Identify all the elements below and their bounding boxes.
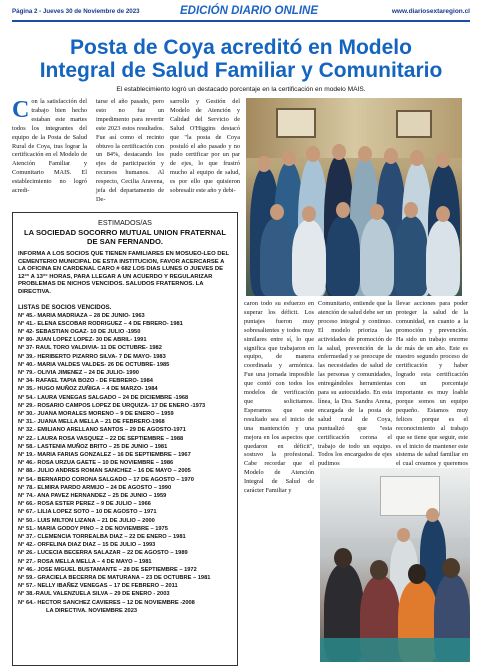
list-item: N° 46.- ROSA URZUA GAETE – 10 DE NOVIEMBRE – 1986	[18, 460, 174, 467]
list-item: N° 42- SEBASTIAN OGAZ- 10 DE JULIO -1950	[18, 328, 141, 335]
article-headline	[12, 36, 470, 82]
article-column-2: tarse el año pasado, pero esto no fue un impedimento para revertir este 2023 estos resultados. Fue así como el recinto obtuvo la certificación con un 84%, destacando los ejes de participación y recursos humanos. Al respecto, Cecilia Aravena, jefa del departamento de De-	[96, 98, 164, 203]
list-item: N° 39.- HERIBERTO PIZARRO SILVA- 7 DE MAYO- 1983	[18, 353, 166, 360]
list-item: N° 32.- EMILIANO ARELLANO SANTOS – 29 DE AGOSTO-1971	[18, 427, 186, 434]
list-item: N° 27.- ROSA MELLA MELLA – 4 DE MAYO – 1981	[18, 558, 152, 565]
article-column-6: llevar acciones para poder proteger la salud de la comunidad, en cuanto a la promoción y prevención. Ha sido un trabajo enorme de más de un año. Este es nuestro segundo proceso de certificación y haber logrado esta certificación con un porcentaje importante es muy loable porque somos un equipo pequeño. Estamos muy felices porque es el reconocimiento al trabajo que se tiene que seguir, este es el inicio de mantener este sistema de salud familiar en el cual creamos y queremos	[396, 300, 468, 468]
page-header	[12, 4, 470, 22]
list-item: N° 34- RAFAEL TAPIA BOZO - DE FEBRERO- 1984	[18, 378, 153, 385]
edition-label: EDICIÓN DIARIO ONLINE	[180, 5, 319, 17]
list-item: N° 35.- HUGO MUÑOZ ZUÑIGA – 4 DE MARZO- 1984	[18, 386, 158, 393]
list-item: N° 66.- ROSA ESTER PEREZ – 9 DE JULIO – 1966	[18, 501, 151, 508]
list-item: N° 29.- ROSARIO CAMPOS LOPEZ DE URQUIZA- 17 DE ENERO -1973	[18, 402, 206, 409]
list-item: N° 78.- ELMIRA PARDO ARMIJO – 24 DE AGOSTO – 1990	[18, 484, 172, 491]
article-subheadline: El establecimiento logró un destacado porcentaje en la certificación en modelo MAIS.	[116, 86, 366, 93]
notice-title: ESTIMADOS/AS	[98, 218, 152, 227]
list-item: N° 26.- LUCECIA BECERRA SALAZAR – 22 DE AGOSTO – 1989	[18, 550, 188, 557]
page-number-date: Página 2 - Jueves 30 de Noviembre de 2023	[12, 8, 140, 15]
article-column-1	[12, 98, 87, 212]
list-item: N° 67.- LILIA LOPEZ SOTO – 10 DE AGOSTO – 1971	[18, 509, 157, 516]
list-item: N° 37- RAUL TORO VALDIVIA- 11 DE OCTUBRE- 1982	[18, 345, 162, 352]
notice-body: INFORMA A LOS SOCIOS QUE TIENEN FAMILIARES EN MOSUEO-LEO DEL CEMENTERIO MUNICIPAL DE ESTA INSTITUCION, FAVOR ACERCARSE A LA OFICINA EN CARDENAL CARO # 682 LOS DIAS LUNES O JUEVES DE 12°° A 13°° HORAS, PARA LLEGAR A UN ACUERDO Y REGULARIZAR PROBLEMAS DE NICHOS VENCIDOS. SALUDOS FRATERNOS. LA DIRECTIVA.	[18, 251, 229, 295]
list-item: N° 79.- OLIVIA JIMENEZ – 24 DE JULIO- 1990	[18, 369, 139, 376]
list-item: N° 37.- CLEMENCIA TORREALBA DIAZ – 22 DE ENERO – 1981	[18, 534, 186, 541]
list-item: N° 54.- LAURA VENEGAS SALGADO – 24 DE DICIEMBRE -1968	[18, 394, 189, 401]
article-column-7	[244, 468, 314, 664]
list-item: N° 80- JUAN LOPEZ LOPEZ- 30 DE ABRIL- 1991	[18, 337, 147, 344]
list-item: N° 30.- JUANA MORALES MORENO – 9 DE ENERO – 1959	[18, 411, 174, 417]
list-item: N° 59.- GRACIELA BECERRA DE MATURANA – 23 DE OCTUBRE – 1981	[18, 575, 211, 582]
list-item: N° 50.- LUIS MILTON LIZANA – 21 DE JULIO – 2000	[18, 517, 155, 524]
notice-signature: LA DIRECTIVA. NOVIEMBRE 2023	[46, 607, 138, 614]
article-column-3: sarrollo y Gestión del Modelo de Atención y Calidad del Servicio de Salud O'Higgins destacó que "la posta de Coya postuló el año pasado y no pudo certificar por un par de ejes, lo que frustró mucho al equipo de salud, es por ello que quisieron sobresalir este año y debi-	[170, 98, 240, 195]
article-column-4: caron todo su esfuerzo en superar los déficit. Los puntajes fueron muy sobresalientes y todos muy similares entre sí, lo que significa que trabajaron en equipo, de manera coordinada y armónica. Fue una jornada imposible que contó con todos los modelos de verificación que solicitamos. Esperamos que este resultado sea el inicio de una mantención y una mejora en los aspectos que quedaron en déficit", sostuvo la profesional. Cabe recordar que el Modelo de Atención Integral de Salud de carácter Familiar y	[244, 300, 314, 495]
article-column-5: Comunitario, entiende que la atención de salud debe ser un proceso integral y continuo. El modelo prioriza las actividades de promoción de la salud, prevención de la enfermedad y se preocupe de las necesidades de salud de las personas y comunidades, entregándoles herramientas para su autocuidado. En esta línea, la Dra. Sandra Arena, encargada de la posta de salud rural de Coya, puntualizó que "esta certificación corona el trabajo de todo un equipo. Todos los encargados de ejes pudimos	[318, 300, 392, 468]
list-item: N° 58.- LASTENIA MUÑOZ BRITO – 25 DE JUNIO – 1981	[18, 443, 168, 450]
list-item: N° 46.- JOSE MIGUEL BUSTAMANTE – 28 DE SEPTIEMBRE – 1972	[18, 566, 197, 573]
expired-members-list	[18, 312, 232, 607]
drop-cap: C	[12, 97, 30, 123]
headline-line-2: Integral de Salud Familiar y Comunitario	[39, 59, 443, 82]
list-item: N° 51.- MARIA GODOY PINO – 2 DE NOVIEMBRE – 1975	[18, 525, 168, 532]
list-item: N° 45.- MARIA MADRIAZA – 28 DE JUNIO- 1963	[18, 312, 145, 319]
list-item: N° 40.- MARIA VALDES VALDES- 26 DE OCTUBRE- 1985	[18, 361, 170, 368]
notice-society-name: LA SOCIEDAD SOCORRO MUTUAL UNION FRATERNAL DE SAN FERNANDO.	[24, 228, 226, 246]
list-item: N° 22.- LAURA ROSA VASQUEZ – 22 DE SEPTIEMBRE – 1988	[18, 435, 184, 442]
event-audience-photo	[320, 468, 470, 662]
headline-line-1: Posta de Coya acreditó en Modelo	[70, 36, 412, 59]
list-item: N° 31.- JUANA MELLA MELLA – 21 DE FEBRERO-1968	[18, 419, 165, 426]
list-item: N° 41.- ELENA ESCOBAR RODRIGUEZ – 4 DE FBRERO- 1981	[18, 320, 183, 327]
list-item: N° 88.- JULIO ANDRES ROMAN SANCHEZ – 16 DE MAYO – 2005	[18, 468, 191, 475]
notice-list-title: LISTAS DE SOCIOS VENCIDOS.	[18, 303, 112, 311]
list-item: N° 74.- ANA PAVEZ HERNANDEZ – 25 DE JUNIO – 1959	[18, 493, 167, 500]
list-item: N° 19.- MARIA FARIAS GONZALEZ – 16 DE SEPTIEMBRE – 1967	[18, 452, 191, 459]
list-item: N° 57.- NELLY IBAÑEZ VENEGAS – 17 DE FEBRERO – 2011	[18, 583, 178, 590]
list-item: N° 64.- HECTOR SANCHEZ CAVIERES – 12 DE NOVIEMBRE -2008	[18, 599, 195, 606]
list-item: N° 54.- BERNARDO CORONA SALGADO – 17 DE AGOSTO – 1970	[18, 476, 194, 483]
team-group-photo	[246, 98, 462, 296]
website-link[interactable]: www.diariosextaregion.cl	[391, 8, 470, 15]
column-1-text: on la satisfacción del trabajo bien hecho estaban este martes todos los integrantes del equipo de la Posta de Salud Rural de Coya, tras lograr la certificación en el Modelo de Atención Familiar y Comunitario MAIS. El establecimiento no logró acredi-	[12, 98, 87, 195]
list-item: N° 38.-RAUL VALENZUELA SILVA – 29 DE ENERO - 2003	[18, 591, 170, 598]
society-notice-box	[12, 212, 238, 666]
list-item: N° 42.- ORFELINA DIAZ DIAZ – 15 DE JULIO – 1993	[18, 542, 156, 549]
